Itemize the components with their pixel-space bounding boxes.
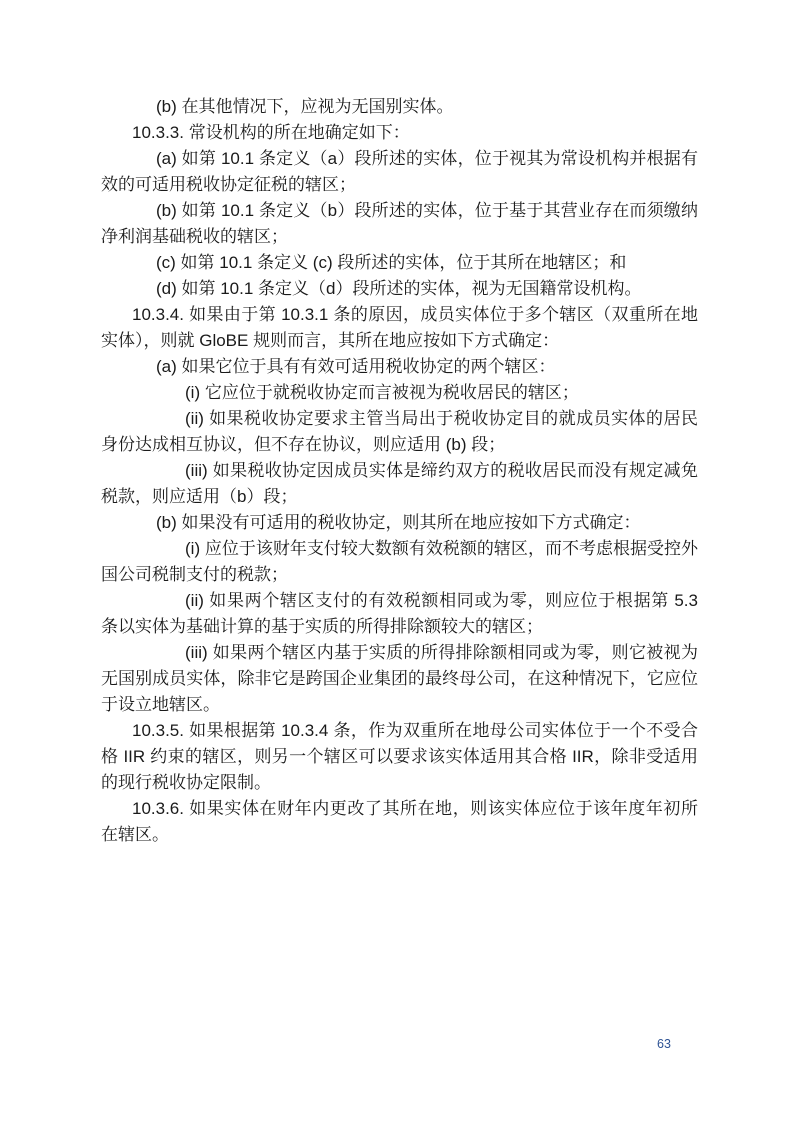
paragraph: (ii) 如果两个辖区支付的有效税额相同或为零，则应位于根据第 5.3 条以实体为基础计算的基于实质的所得排除额较大的辖区； [101, 591, 698, 636]
paragraph: (b) 如第 10.1 条定义（b）段所述的实体，位于基于其营业存在而须缴纳净利润基础税收的辖区； [101, 201, 698, 246]
paragraph: (c) 如第 10.1 条定义 (c) 段所述的实体，位于其所在地辖区；和 [156, 253, 627, 272]
paragraph: (b) 在其他情况下，应视为无国别实体。 [156, 97, 454, 116]
paragraph: 10.3.5. 如果根据第 10.3.4 条，作为双重所在地母公司实体位于一个不受合格 IIR 约束的辖区，则另一个辖区可以要求该实体适用其合格 IIR，除非受适用的现行税收协定限制。 [101, 721, 698, 792]
paragraph: (a) 如果它位于具有有效可适用税收协定的两个辖区： [156, 357, 556, 376]
document-body [101, 94, 698, 848]
paragraph: (a) 如第 10.1 条定义（a）段所述的实体，位于视其为常设机构并根据有效的可适用税收协定征税的辖区； [101, 149, 698, 194]
paragraph: (i) 应位于该财年支付较大数额有效税额的辖区，而不考虑根据受控外国公司税制支付的税款； [101, 539, 698, 584]
page-number: 63 [657, 1037, 671, 1051]
paragraph: (iii) 如果两个辖区内基于实质的所得排除额相同或为零，则它被视为无国别成员实体，除非它是跨国企业集团的最终母公司，在这种情况下，它应位于设立地辖区。 [101, 643, 698, 714]
paragraph: 10.3.6. 如果实体在财年内更改了其所在地，则该实体应位于该年度年初所在辖区。 [101, 799, 698, 844]
paragraph: (b) 如果没有可适用的税收协定，则其所在地应按如下方式确定： [156, 513, 641, 532]
paragraph: 10.3.4. 如果由于第 10.3.1 条的原因，成员实体位于多个辖区（双重所在地实体），则就 GloBE 规则而言，其所在地应按如下方式确定： [101, 305, 698, 350]
paragraph: 10.3.3. 常设机构的所在地确定如下： [132, 123, 410, 142]
paragraph: (iii) 如果税收协定因成员实体是缔约双方的税收居民而没有规定减免税款，则应适用（b）段； [101, 461, 698, 506]
paragraph: (ii) 如果税收协定要求主管当局出于税收协定目的就成员实体的居民身份达成相互协议，但不存在协议，则应适用 (b) 段； [101, 409, 698, 454]
paragraph: (d) 如第 10.1 条定义（d）段所述的实体，视为无国籍常设机构。 [156, 279, 642, 298]
paragraph: (i) 它应位于就税收协定而言被视为税收居民的辖区； [185, 383, 579, 402]
